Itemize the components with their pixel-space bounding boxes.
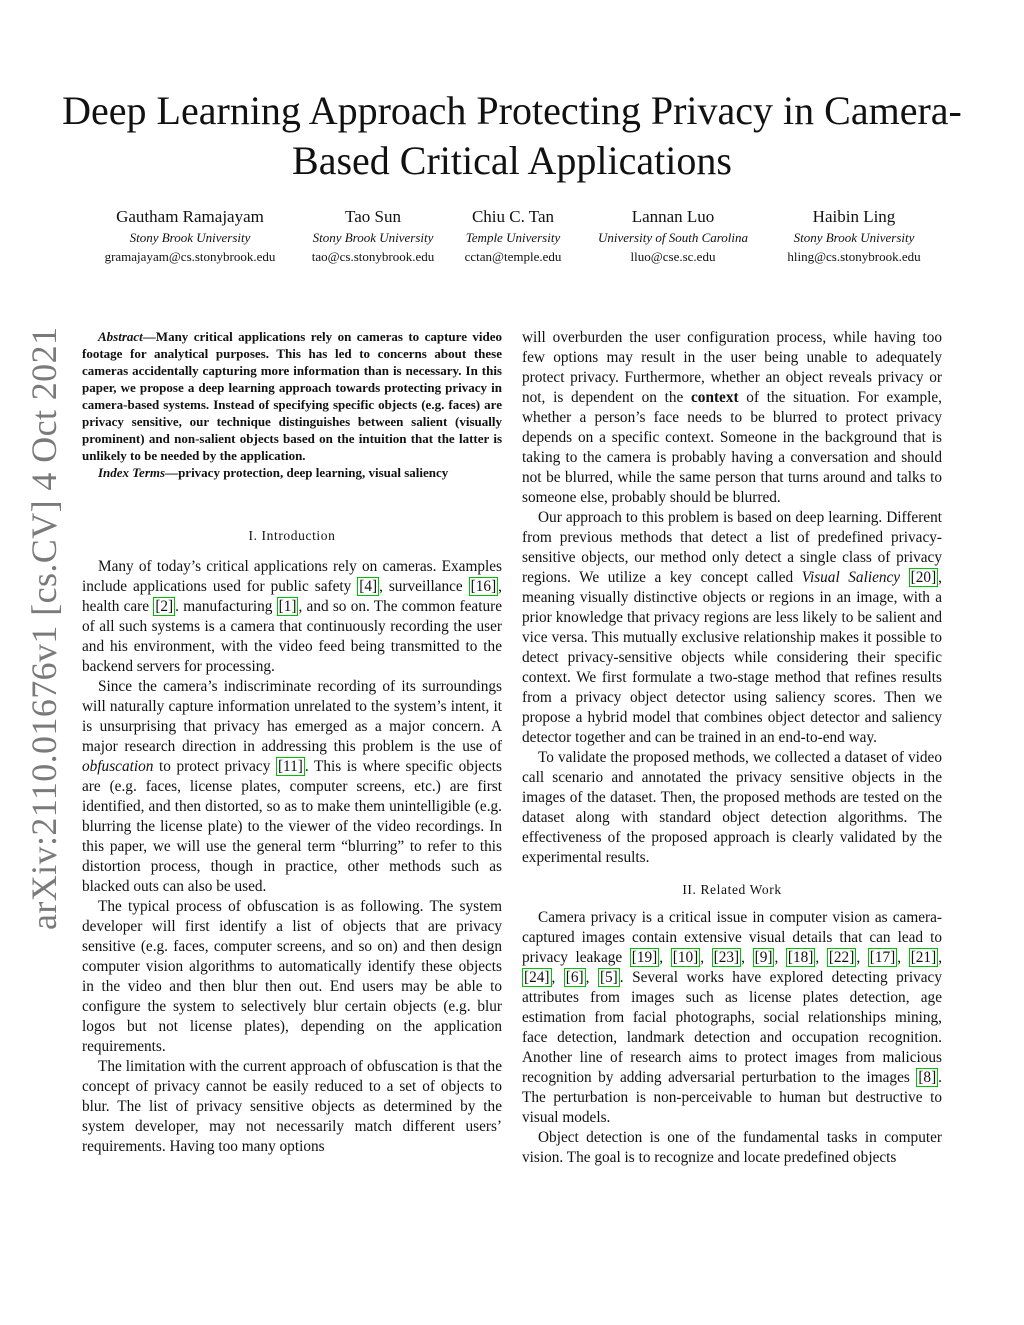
citation-link[interactable]: [19] bbox=[631, 949, 658, 966]
citation-link[interactable]: [22] bbox=[828, 949, 855, 966]
author-email: gramajayam@cs.stonybrook.edu bbox=[104, 249, 276, 264]
author-affiliation: Stony Brook University bbox=[312, 230, 434, 245]
right-column bbox=[522, 328, 942, 1168]
author-list bbox=[0, 206, 1024, 276]
index-terms-label: Index Terms bbox=[98, 465, 166, 480]
author-name: Lannan Luo bbox=[631, 207, 715, 226]
paper-title: Deep Learning Approach Protecting Privacy in Camera-Based Critical Applications bbox=[62, 88, 962, 183]
paragraph: will overburden the user configuration process, while having too few options may result in the user being unable to adequately protect privacy. Furthermore, whether an object reveals privacy or not, is dependent on the context of the situation. For example, whether a person’s face needs to be blurred to protect privacy depends on a specific context. Someone in the background that is taking to the camera is probably having a conversation and should not be blurred, while the same person that turns around and talks to someone else, probably should be blurred. bbox=[522, 329, 943, 506]
citation-link[interactable]: [21] bbox=[910, 949, 937, 966]
citation-link[interactable]: [18] bbox=[787, 949, 814, 966]
left-column bbox=[82, 328, 502, 1157]
author-name: Tao Sun bbox=[345, 207, 401, 226]
paragraph: Camera privacy is a critical issue in computer vision as camera-captured images contain extensive visual details that can lead to privacy leakage [19] , [10] , [23] , [9] , [18] , [22] , [17] , [21] , [24] , [6] , [5] . Several works have explored detecting privacy attributes from images such as license plates detection, age estimation from facial photographs, social relationships mining, face detection, landmark detection and occupation recognition. Another line of research aims to protect images from malicious recognition by adding adversarial perturbation to the images [8] . The perturbation is non-perceivable to human but destructive to visual models. bbox=[522, 909, 943, 1126]
section-heading-related-work: II. Related Work bbox=[682, 882, 782, 897]
citation-link[interactable]: [16] bbox=[470, 578, 497, 595]
paragraph: Since the camera’s indiscriminate recording of its surroundings will naturally capture information unrelated to the system’s intent, it is unsurprising that privacy has emerged as a major concern. A major research direction in addressing this problem is the use of obfuscation to protect privacy [11] . This is where specific objects are (e.g. faces, license plates, computer screens, etc.) are first identified, and then distorted, so as to make them unintelligible (e.g. blurring the license plate) to the viewer of the video recordings. In this paper, we will use the general term “blurring” to refer to this distortion process, though in practice, other methods such as blacked outs can also be used. bbox=[82, 678, 502, 895]
author-affiliation: Temple University bbox=[465, 230, 561, 245]
paragraph: Many of today’s critical applications rely on cameras. Examples include applications used for public safety [4] , surveillance [16] , health care [2] . manufacturing [1] , and so on. The common feature of all such systems is a camera that continuously recording the user and his environment, with the video feed being transmitted to the backend servers for processing. bbox=[82, 558, 502, 675]
paragraph: The typical process of obfuscation is as following. The system developer will first identify a list of objects that are privacy sensitive (e.g. faces, computer screens, and so on) and then design computer vision algorithms to automatically identify these objects in the video and then blur then out. End users may be able to configure the system to selectively blur certain objects (e.g. blur logos but not license plates), depending on the application requirements. bbox=[82, 898, 502, 1055]
author-email: hling@cs.stonybrook.edu bbox=[787, 249, 921, 264]
index-terms-text: —privacy protection, deep learning, visual saliency bbox=[165, 465, 449, 480]
citation-link[interactable]: [1] bbox=[278, 598, 297, 615]
author-email: lluo@cse.sc.edu bbox=[630, 249, 716, 264]
author-name: Chiu C. Tan bbox=[471, 207, 555, 226]
author-block bbox=[744, 206, 964, 266]
citation-link[interactable]: [6] bbox=[565, 969, 584, 986]
author-affiliation: Stony Brook University bbox=[793, 230, 915, 245]
citation-link[interactable]: [5] bbox=[599, 969, 618, 986]
abstract-label: Abstract bbox=[98, 329, 143, 344]
author-name: Gautham Ramajayam bbox=[116, 207, 264, 226]
author-email: tao@cs.stonybrook.edu bbox=[311, 249, 435, 264]
paragraph: Our approach to this problem is based on deep learning. Different from previous methods that detect a list of predefined privacy-sensitive objects, our method only detect a single class of privacy regions. We utilize a key concept called Visual Saliency [20] , meaning visually distinctive objects or regions in an image, with a prior knowledge that privacy regions are less likely to be salient and vice versa. This mutually exclusive relationship makes it possible to detect privacy-sensitive objects while considering their specific context. We first formulate a two-stage method that refines results from a privacy object detector using saliency scores. Then we propose a hybrid model that combines object detector and saliency detector together and can be trained in an end-to-end way. bbox=[522, 509, 942, 746]
section-heading-introduction: I. Introduction bbox=[248, 528, 336, 543]
citation-link[interactable]: [10] bbox=[672, 949, 699, 966]
citation-link[interactable]: [9] bbox=[754, 949, 773, 966]
citation-link[interactable]: [2] bbox=[155, 598, 174, 615]
abstract bbox=[82, 328, 502, 481]
author-email: cctan@temple.edu bbox=[464, 249, 562, 264]
citation-link[interactable]: [4] bbox=[359, 578, 378, 595]
citation-link[interactable]: [23] bbox=[713, 949, 740, 966]
citation-link[interactable]: [11] bbox=[277, 758, 303, 775]
author-name: Haibin Ling bbox=[812, 207, 896, 226]
paragraph: To validate the proposed methods, we collected a dataset of video call scenario and annotated the privacy sensitive objects in the images of the dataset. Then, the proposed methods are tested on the dataset along with standard object detection algorithms. The effectiveness of the proposed approach is clearly validated by the experimental results. bbox=[522, 749, 942, 866]
citation-link[interactable]: [17] bbox=[869, 949, 896, 966]
paragraph: The limitation with the current approach of obfuscation is that the concept of privacy cannot be easily reduced to a set of objects to blur. The list of privacy sensitive objects as determined by the system developer, may not necessarily match different users’ requirements. Having too many options bbox=[82, 1058, 502, 1155]
citation-link[interactable]: [20] bbox=[910, 569, 937, 586]
citation-link[interactable]: [8] bbox=[918, 1069, 937, 1086]
citation-link[interactable]: [24] bbox=[524, 969, 550, 986]
author-affiliation: University of South Carolina bbox=[597, 230, 749, 245]
paragraph: Object detection is one of the fundamental tasks in computer vision. The goal is to recognize and locate predefined objects bbox=[522, 1129, 942, 1166]
arxiv-identifier: arXiv:2110.01676v1 [cs.CV] 4 Oct 2021 bbox=[24, 326, 64, 930]
author-affiliation: Stony Brook University bbox=[129, 230, 251, 245]
abstract-text: —Many critical applications rely on cameras to capture video footage for analytical purposes. This has led to concerns about these cameras accidentally capturing more information than is necessary. In this paper, we propose a deep learning approach towards protecting privacy in camera-based systems. Instead of specifying specific objects (e.g. faces) are privacy sensitive, our technique distinguishes between salient (visually prominent) and non-salient objects based on the intuition that the latter is unlikely to be needed by the application. bbox=[82, 329, 502, 463]
